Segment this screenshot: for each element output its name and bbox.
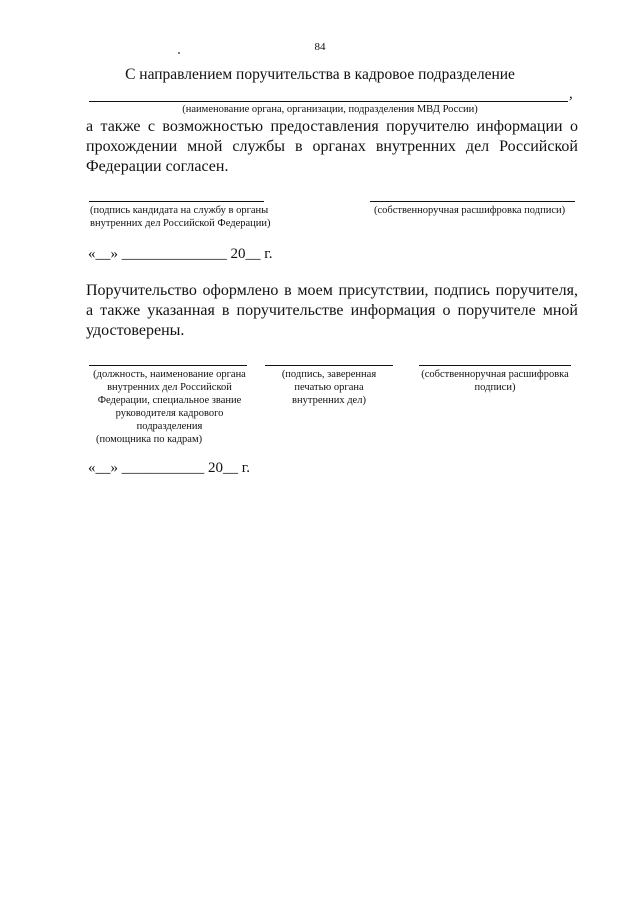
officer-position-caption-line5: подразделения xyxy=(136,421,203,432)
candidate-signature-line xyxy=(89,201,264,202)
candidate-signature-caption xyxy=(90,204,290,230)
officer-position-caption-line4: руководителя кадрового xyxy=(115,408,224,419)
officer-signature-caption-line1: (подпись, заверенная xyxy=(281,369,377,380)
certification-paragraph: Поручительство оформлено в моем присутствии, подпись поручителя, а также указанная в поручительстве информация о поручителе мной удостоверены. xyxy=(86,282,578,339)
officer-name-caption-line1: (собственноручная расшифровка xyxy=(421,369,569,380)
officer-signature-line xyxy=(265,365,393,366)
officer-name-caption-line2: подписи) xyxy=(474,382,516,393)
candidate-name-caption: (собственноручная расшифровка подписи) xyxy=(374,205,566,216)
officer-position-caption-line6: (помощника по кадрам) xyxy=(96,434,203,445)
officer-name-line xyxy=(419,365,571,366)
date-field-2: «__» ___________ 20__ г. xyxy=(88,460,250,476)
date-field-1: «__» ______________ 20__ г. xyxy=(88,246,273,262)
page-number: 84 xyxy=(314,41,326,53)
organization-line-comma: , xyxy=(569,86,573,102)
consent-paragraph: а также с возможностью предоставления поручителю информации о прохождении мной службы в органах внутренних дел Российской Федерации согласен. xyxy=(86,118,578,175)
candidate-signature-caption-line2: внутренних дел Российской Федерации) xyxy=(90,218,271,229)
organization-caption: (наименование органа, организации, подразделения МВД России) xyxy=(182,104,478,115)
officer-name-caption xyxy=(410,368,580,394)
officer-signature-caption-line2: печатью органа xyxy=(294,382,364,393)
officer-position-caption-line1: (должность, наименование органа xyxy=(93,369,246,380)
officer-position-caption xyxy=(82,368,257,446)
officer-position-caption-line3: Федерации, специальное звание xyxy=(97,395,242,406)
organization-blank-line xyxy=(89,101,568,102)
candidate-signature-caption-line1: (подпись кандидата на службу в органы xyxy=(90,205,269,216)
officer-signature-caption xyxy=(262,368,396,407)
officer-position-caption-line2: внутренних дел Российской xyxy=(107,382,232,393)
officer-signature-caption-line3: внутренних дел) xyxy=(292,395,366,406)
candidate-name-line xyxy=(370,201,575,202)
officer-position-line xyxy=(89,365,247,366)
document-heading: С направлением поручительства в кадровое подразделение xyxy=(125,66,515,83)
